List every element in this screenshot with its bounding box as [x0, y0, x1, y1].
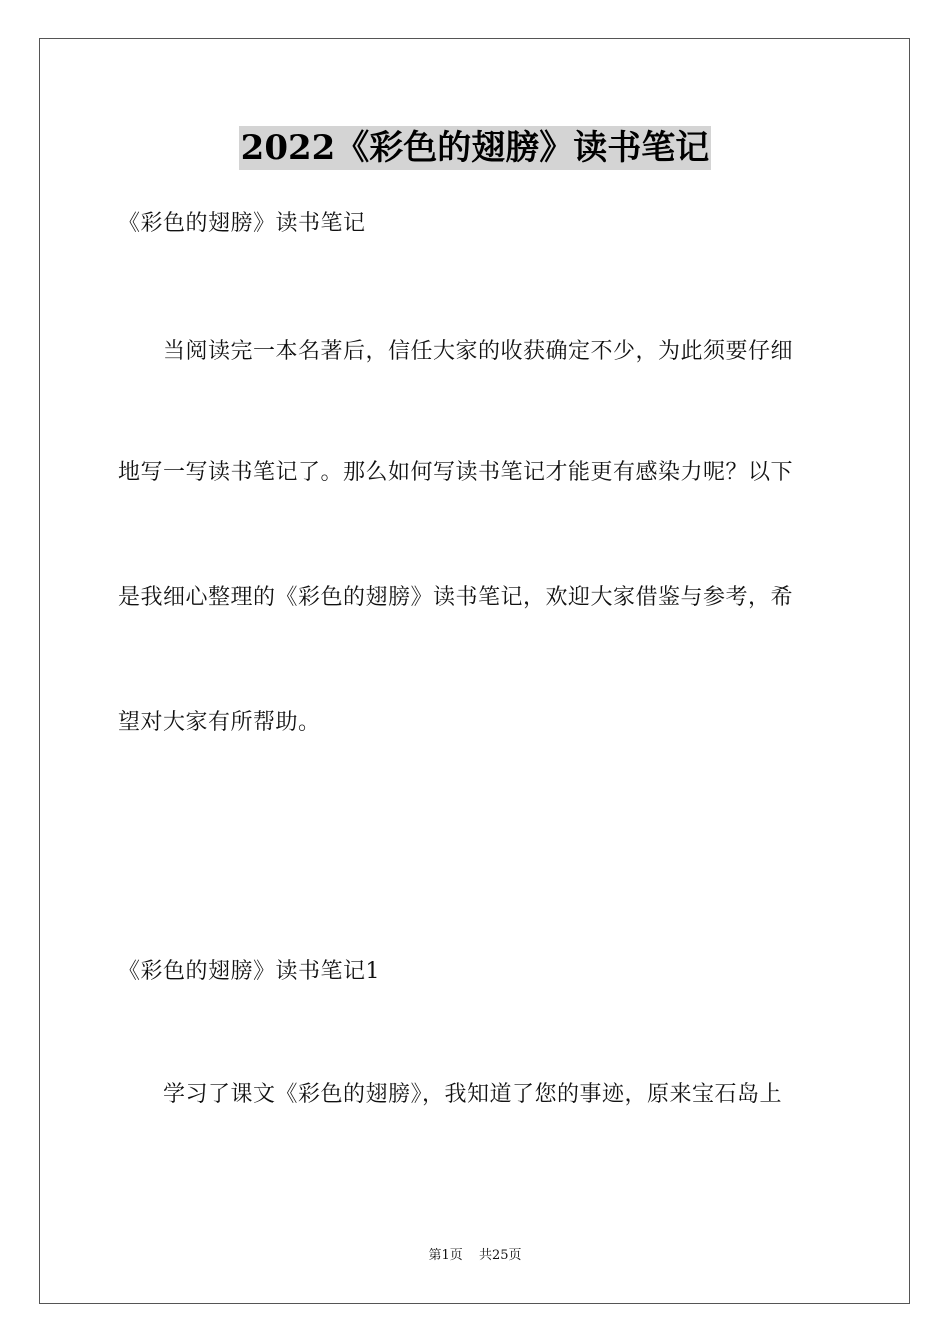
title-container: [0, 126, 950, 170]
page-number: 第1页: [428, 1248, 463, 1263]
intro-line-4: 望对大家有所帮助。: [118, 710, 321, 735]
section-heading: 《彩色的翅膀》读书笔记1: [118, 959, 380, 984]
intro-line-2: 地写一写读书笔记了。那么如何写读书笔记才能更有感染力呢？以下: [118, 460, 794, 485]
section-line-1: 学习了课文《彩色的翅膀》，我知道了您的事迹，原来宝石岛上: [163, 1082, 783, 1107]
page-footer: [0, 1247, 950, 1265]
subtitle: 《彩色的翅膀》读书笔记: [118, 211, 366, 236]
intro-line-3: 是我细心整理的《彩色的翅膀》读书笔记，欢迎大家借鉴与参考，希: [118, 585, 794, 610]
intro-line-1: 当阅读完一本名著后，信任大家的收获确定不少，为此须要仔细: [163, 339, 794, 364]
page-total: 共25页: [478, 1248, 522, 1263]
document-title: 2022《彩色的翅膀》读书笔记: [240, 128, 710, 168]
